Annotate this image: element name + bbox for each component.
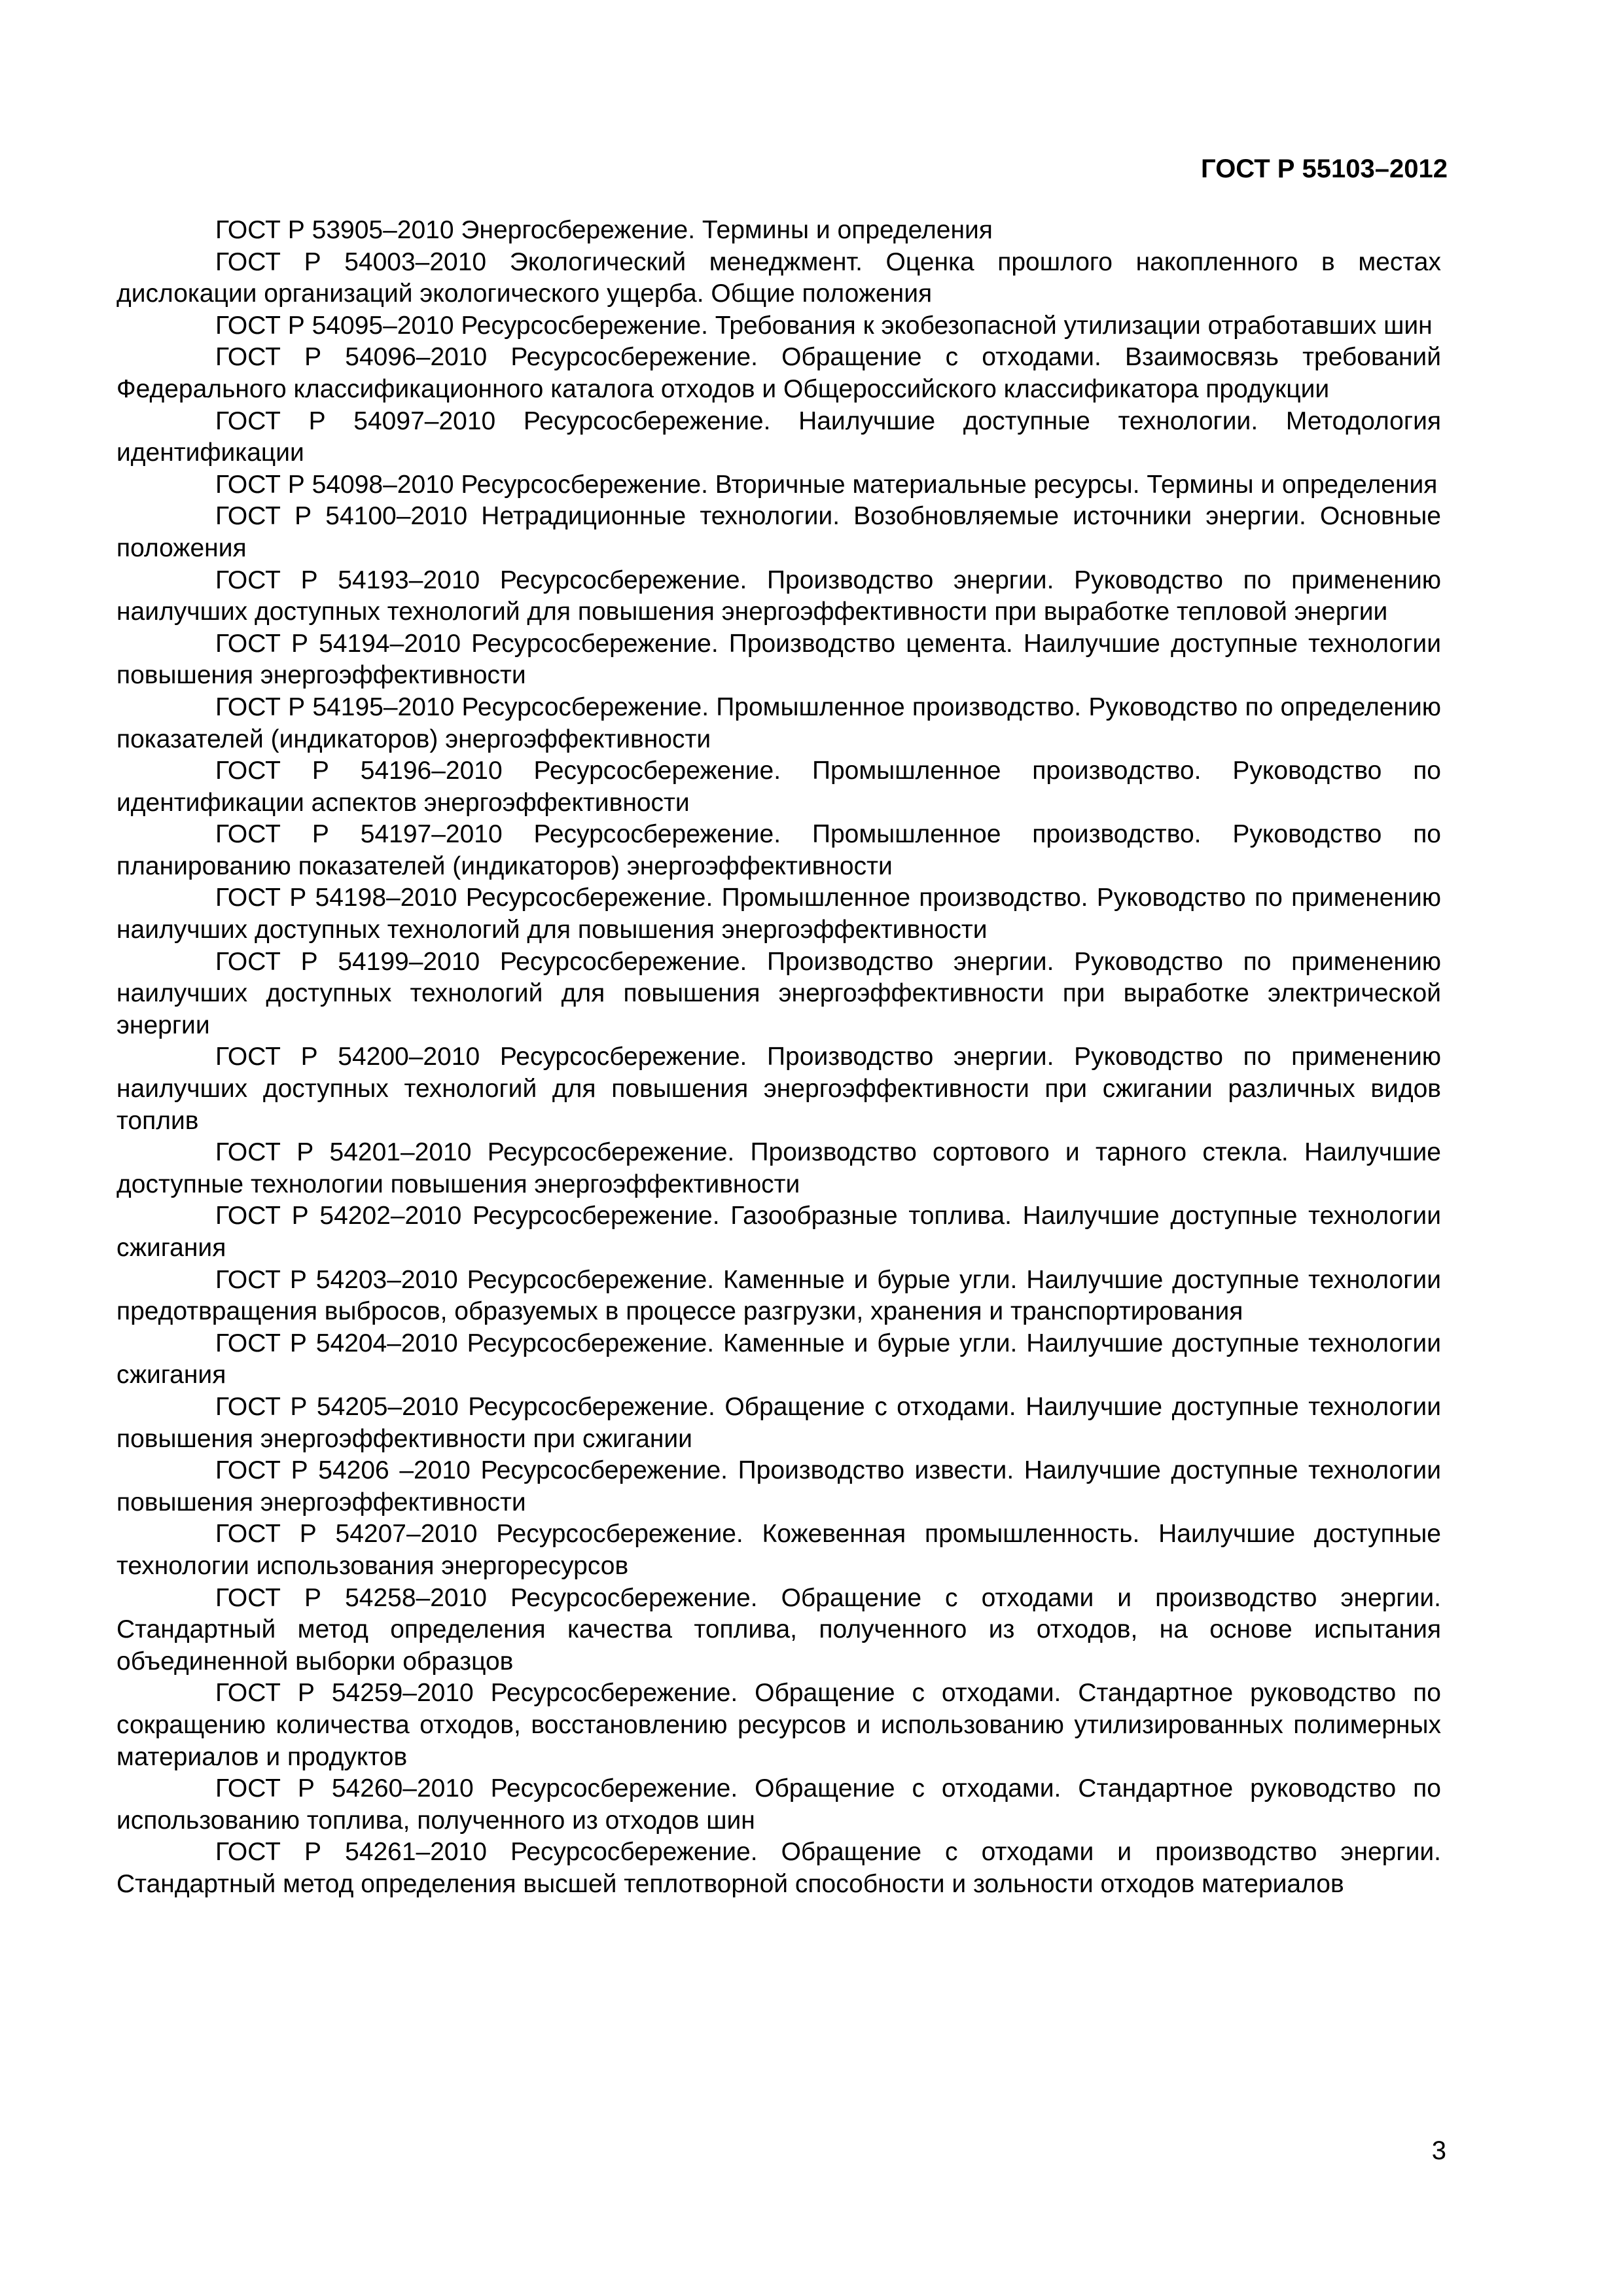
- reference-item: ГОСТ Р 54203–2010 Ресурсосбережение. Каменные и бурые угли. Наилучшие доступные технологии предотвращения выбросов, образуемых в процессе разгрузки, хранения и транспортирования: [116, 1265, 1441, 1326]
- reference-list: [116, 215, 1441, 1900]
- reference-item: ГОСТ Р 54261–2010 Ресурсосбережение. Обращение с отходами и производство энергии. Стандартный метод определения высшей теплотворной способности и зольности отходов материалов: [116, 1838, 1441, 1898]
- reference-item: ГОСТ Р 54195–2010 Ресурсосбережение. Промышленное производство. Руководство по определению показателей (индикаторов) энергоэффективности: [116, 692, 1441, 753]
- reference-item: ГОСТ Р 54199–2010 Ресурсосбережение. Производство энергии. Руководство по применению наилучших доступных технологий для повышения энергоэффективности при выработке электрической энергии: [116, 947, 1441, 1039]
- reference-item: ГОСТ Р 53905–2010 Энергосбережение. Термины и определения: [215, 216, 993, 244]
- reference-item: ГОСТ Р 54207–2010 Ресурсосбережение. Кожевенная промышленность. Наилучшие доступные технологии использования энергоресурсов: [116, 1520, 1441, 1580]
- reference-item: ГОСТ Р 54204–2010 Ресурсосбережение. Каменные и бурые угли. Наилучшие доступные технологии сжигания: [116, 1329, 1441, 1390]
- reference-item: ГОСТ Р 54193–2010 Ресурсосбережение. Производство энергии. Руководство по применению наилучших доступных технологий для повышения энергоэффективности при выработке тепловой энергии: [116, 565, 1441, 626]
- reference-item: ГОСТ Р 54098–2010 Ресурсосбережение. Вторичные материальные ресурсы. Термины и определения: [215, 470, 1438, 499]
- reference-item: ГОСТ Р 54003–2010 Экологический менеджмент. Оценка прошлого накопленного в местах дислокации организаций экологического ущерба. Общие положения: [116, 247, 1441, 308]
- reference-item: ГОСТ Р 54097–2010 Ресурсосбережение. Наилучшие доступные технологии. Методология идентификации: [116, 406, 1441, 467]
- reference-item: ГОСТ Р 54194–2010 Ресурсосбережение. Производство цемента. Наилучшие доступные технологии повышения энергоэффективности: [116, 629, 1441, 690]
- reference-item: ГОСТ Р 54200–2010 Ресурсосбережение. Производство энергии. Руководство по применению наилучших доступных технологий для повышения энергоэффективности при сжигании различных видов топлив: [116, 1043, 1441, 1135]
- reference-item: ГОСТ Р 54100–2010 Нетрадиционные технологии. Возобновляемые источники энергии. Основные положения: [116, 502, 1441, 562]
- reference-item: ГОСТ Р 54202–2010 Ресурсосбережение. Газообразные топлива. Наилучшие доступные технологии сжигания: [116, 1202, 1441, 1262]
- reference-item: ГОСТ Р 54258–2010 Ресурсосбережение. Обращение с отходами и производство энергии. Стандартный метод определения качества топлива, полученного из отходов, на основе испытания объединенной выборки образцов: [116, 1583, 1441, 1676]
- reference-item: ГОСТ Р 54196–2010 Ресурсосбережение. Промышленное производство. Руководство по идентификации аспектов энергоэффективности: [116, 757, 1441, 817]
- page-number: 3: [1431, 2136, 1446, 2165]
- reference-item: ГОСТ Р 54197–2010 Ресурсосбережение. Промышленное производство. Руководство по планированию показателей (индикаторов) энергоэффективности: [116, 820, 1441, 880]
- reference-item: ГОСТ Р 54260–2010 Ресурсосбережение. Обращение с отходами. Стандартное руководство по использованию топлива, полученного из отходов шин: [116, 1774, 1441, 1835]
- reference-item: ГОСТ Р 54259–2010 Ресурсосбережение. Обращение с отходами. Стандартное руководство по сокращению количества отходов, восстановлению ресурсов и использованию утилизированных полимерных материалов и продуктов: [116, 1679, 1441, 1771]
- document-header: ГОСТ Р 55103–2012: [1201, 154, 1448, 183]
- reference-item: ГОСТ Р 54205–2010 Ресурсосбережение. Обращение с отходами. Наилучшие доступные технологии повышения энергоэффективности при сжигании: [116, 1392, 1441, 1453]
- reference-item: ГОСТ Р 54206 –2010 Ресурсосбережение. Производство извести. Наилучшие доступные технологии повышения энергоэффективности: [116, 1456, 1441, 1516]
- reference-item: ГОСТ Р 54201–2010 Ресурсосбережение. Производство сортового и тарного стекла. Наилучшие доступные технологии повышения энергоэффективности: [116, 1138, 1441, 1198]
- reference-item: ГОСТ Р 54198–2010 Ресурсосбережение. Промышленное производство. Руководство по применению наилучших доступных технологий для повышения энергоэффективности: [116, 884, 1441, 944]
- reference-item: ГОСТ Р 54095–2010 Ресурсосбережение. Требования к экобезопасной утилизации отработавших шин: [215, 311, 1433, 340]
- reference-item: ГОСТ Р 54096–2010 Ресурсосбережение. Обращение с отходами. Взаимосвязь требований Федерального классификационного каталога отходов и Общероссийского классификатора продукции: [116, 343, 1441, 403]
